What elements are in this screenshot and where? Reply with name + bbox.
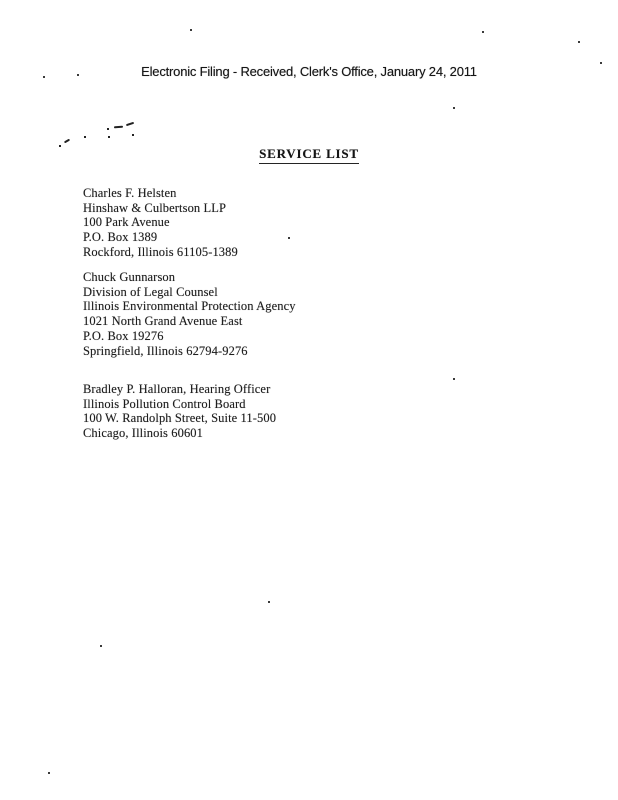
address-line: Chicago, Illinois 60601	[83, 426, 203, 441]
pen-mark	[64, 139, 70, 144]
scan-speck	[268, 601, 270, 603]
pen-mark	[107, 128, 109, 130]
address-line: Hinshaw & Culbertson LLP	[83, 200, 227, 215]
address-block-bradley-halloran	[83, 382, 276, 441]
scan-speck	[600, 62, 602, 64]
pen-mark	[114, 126, 123, 129]
address-line: 100 W. Randolph Street, Suite 11-500	[83, 411, 277, 426]
scan-speck	[190, 29, 192, 31]
address-line: Illinois Pollution Control Board	[83, 396, 246, 411]
scan-speck	[453, 378, 455, 380]
address-line: Illinois Environmental Protection Agency	[83, 299, 296, 314]
address-line: P.O. Box 1389	[83, 230, 158, 245]
scan-speck	[48, 772, 50, 774]
address-line: P.O. Box 19276	[83, 328, 164, 343]
address-line: Springfield, Illinois 62794-9276	[83, 343, 248, 358]
scan-speck	[578, 41, 580, 43]
address-line: 1021 North Grand Avenue East	[83, 314, 243, 329]
address-line: Rockford, Illinois 61105-1389	[83, 244, 238, 259]
address-line: Bradley P. Halloran, Hearing Officer	[83, 382, 271, 396]
scan-speck	[77, 74, 79, 76]
pen-mark	[132, 134, 134, 136]
scan-speck	[453, 107, 455, 109]
filing-stamp-header: Electronic Filing - Received, Clerk's Office, January 24, 2011	[141, 64, 477, 79]
scan-speck	[100, 645, 102, 647]
address-block-charles-helsten	[83, 186, 238, 260]
address-block-chuck-gunnarson	[83, 270, 296, 358]
pen-mark	[108, 136, 110, 138]
pen-mark	[84, 136, 86, 138]
address-line: Division of Legal Counsel	[83, 284, 218, 299]
service-list-title: SERVICE LIST	[259, 146, 359, 164]
pen-mark	[126, 122, 134, 126]
address-line: Charles F. Helsten	[83, 186, 177, 200]
scan-speck	[288, 237, 290, 239]
address-line: Chuck Gunnarson	[83, 270, 176, 284]
scan-speck	[43, 76, 45, 78]
scan-speck	[482, 31, 484, 33]
address-line: 100 Park Avenue	[83, 215, 170, 230]
document-title-row	[0, 145, 618, 164]
